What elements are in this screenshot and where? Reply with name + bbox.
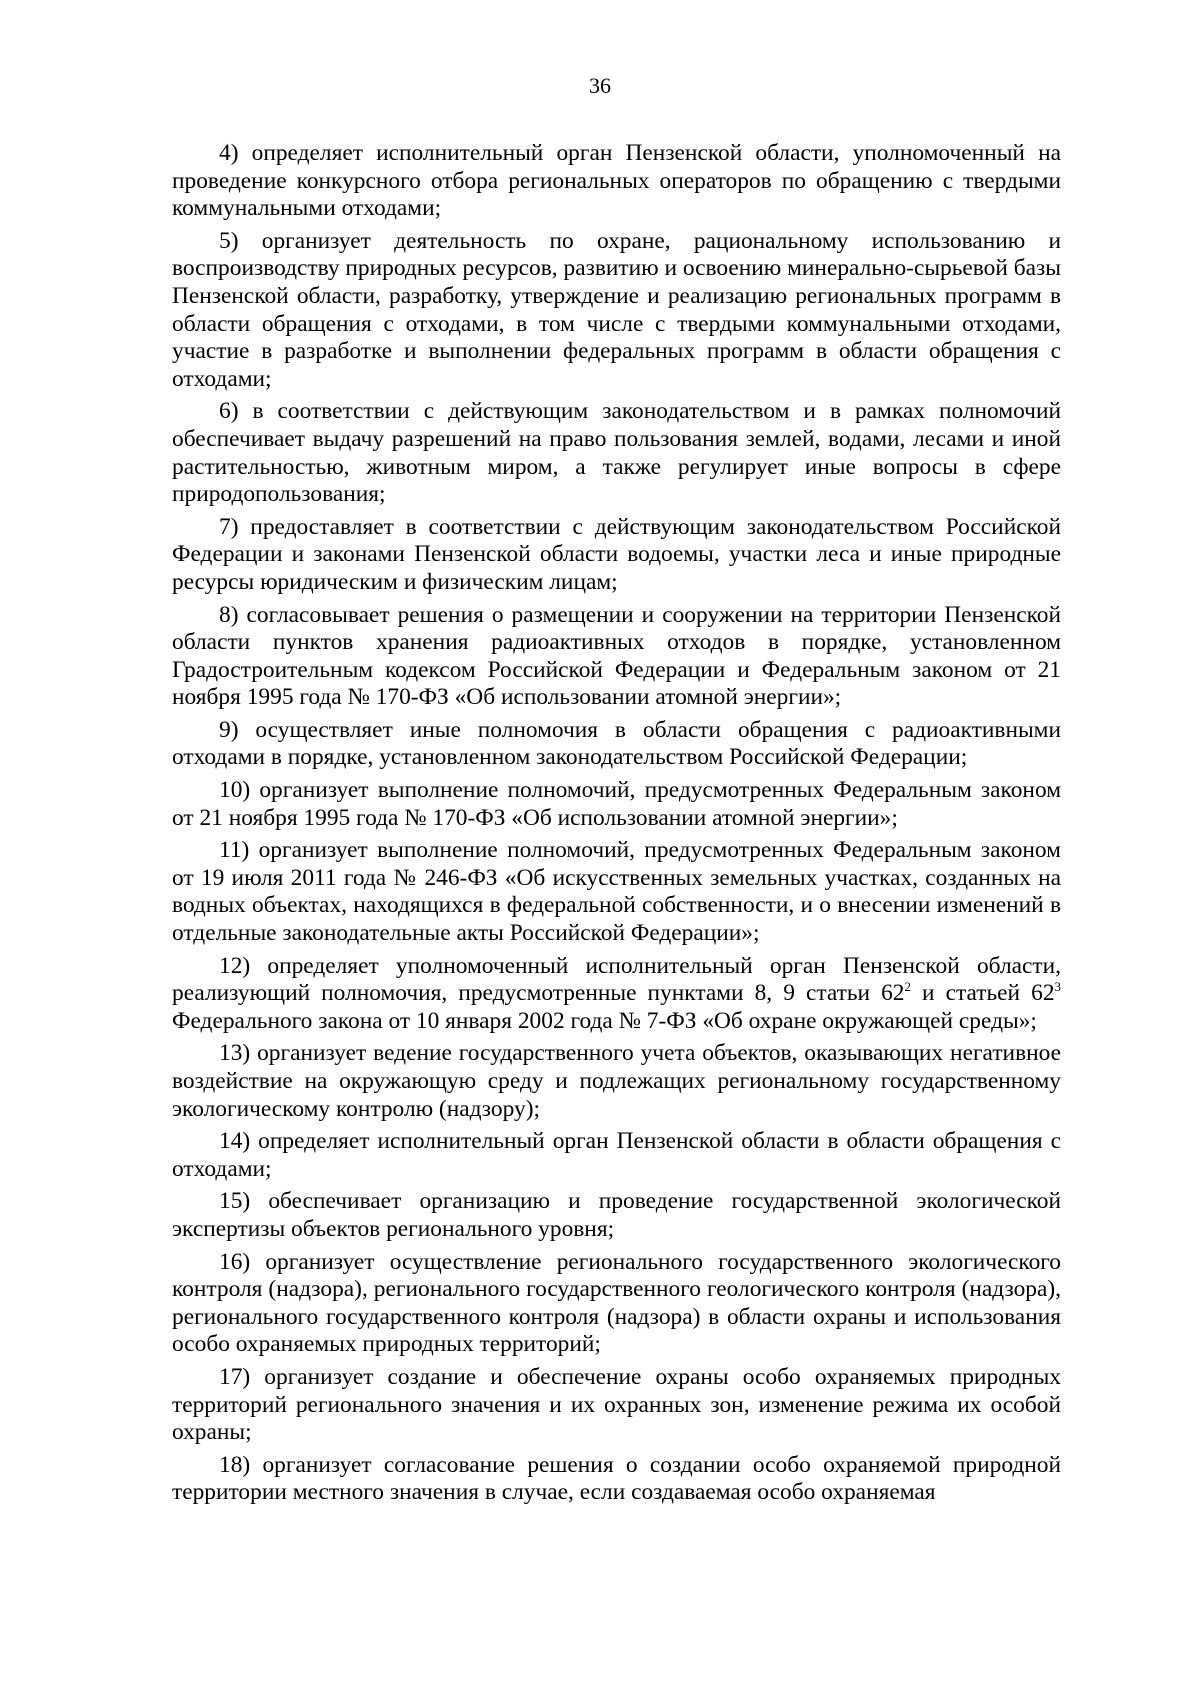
- paragraph-10: 10) организует выполнение полномочий, предусмотренных Федеральным законом от 21 ноября 1995 года № 170-ФЗ «Об использовании атомной энергии»;: [172, 777, 1061, 831]
- paragraph-9: 9) осуществляет иные полномочия в области обращения с радиоактивными отходами в порядке, установленном законодательством Российской Федерации;: [172, 716, 1061, 771]
- paragraph-18: 18) организует согласование решения о создании особо охраняемой природной территории местного значения в случае, если создаваемая особо охраняемая: [172, 1451, 1061, 1506]
- page-number: 36: [589, 73, 611, 98]
- paragraph-13: 13) организует ведение государственного учета объектов, оказывающих негативное воздействие на окружающую среду и подлежащих региональному государственному экологическому контролю (надзору);: [172, 1040, 1061, 1122]
- paragraph-6: 6) в соответствии с действующим законодательством и в рамках полномочий обеспечивает выдачу разрешений на право пользования землей, водами, лесами и иной растительностью, животным миром, а также регулирует иные вопросы в сфере природопользования;: [172, 398, 1061, 508]
- paragraph-7: 7) предоставляет в соответствии с действующим законодательством Российской Федерации и законами Пензенской области водоемы, участки леса и иные природные ресурсы юридическим и физическим лицам;: [172, 513, 1061, 595]
- paragraph-14: 14) определяет исполнительный орган Пензенской области в области обращения с отходами;: [172, 1128, 1061, 1182]
- paragraph-17: 17) организует создание и обеспечение охраны особо охраняемых природных территорий регионального значения и их охранных зон, изменение режима их особой охраны;: [172, 1363, 1061, 1446]
- paragraph-8: 8) согласовывает решения о размещении и сооружении на территории Пензенской области пунктов хранения радиоактивных отходов в порядке, установленном Градостроительным кодексом Российской Федерации и Федеральным законом от 21 ноября 1995 года № 170-ФЗ «Об использовании атомной энергии»;: [172, 601, 1061, 711]
- paragraph-16: 16) организует осуществление регионального государственного экологического контроля (надзора), регионального государственного геологического контроля (надзора), регионального государственного контроля (надзора) в области охраны и использования особо охраняемых природных территорий;: [172, 1248, 1061, 1358]
- paragraph-5: 5) организует деятельность по охране, рациональному использованию и воспроизводству природных ресурсов, развитию и освоению минерально-сырьевой базы Пензенской области, разработку, утверждение и реализацию региональных программ в области обращения с отходами, в том числе с твердыми коммунальными отходами, участие в разработке и выполнении федеральных программ в области обращения с отходами;: [172, 227, 1061, 392]
- paragraph-15: 15) обеспечивает организацию и проведение государственной экологической экспертизы объектов регионального уровня;: [172, 1188, 1061, 1242]
- superscript-3: 3: [1054, 979, 1062, 995]
- paragraph-11: 11) организует выполнение полномочий, предусмотренных Федеральным законом от 19 июля 2011 года № 246-ФЗ «Об искусственных земельных участках, созданных на водных объектах, находящихся в федеральной собственности, и о внесении изменений в отдельные законодательные акты Российской Федерации»;: [172, 837, 1061, 947]
- paragraph-12-part3: Федерального закона от 10 января 2002 года № 7-ФЗ «Об охране окружающей среды»;: [172, 1007, 1037, 1034]
- document-body: [172, 140, 1061, 1512]
- paragraph-12-part2: и статьей 62: [910, 980, 1055, 1007]
- paragraph-12: [172, 953, 1061, 1036]
- paragraph-12-part1: 12) определяет уполномоченный исполнительный орган Пензенской области, реализующий полномочия, предусмотренные пунктами 8, 9 статьи 62: [172, 952, 1061, 1007]
- paragraph-4: 4) определяет исполнительный орган Пензенской области, уполномоченный на проведение конкурсного отбора региональных операторов по обращению с твердыми коммунальными отходами;: [172, 140, 1061, 222]
- superscript-2: 2: [904, 979, 911, 995]
